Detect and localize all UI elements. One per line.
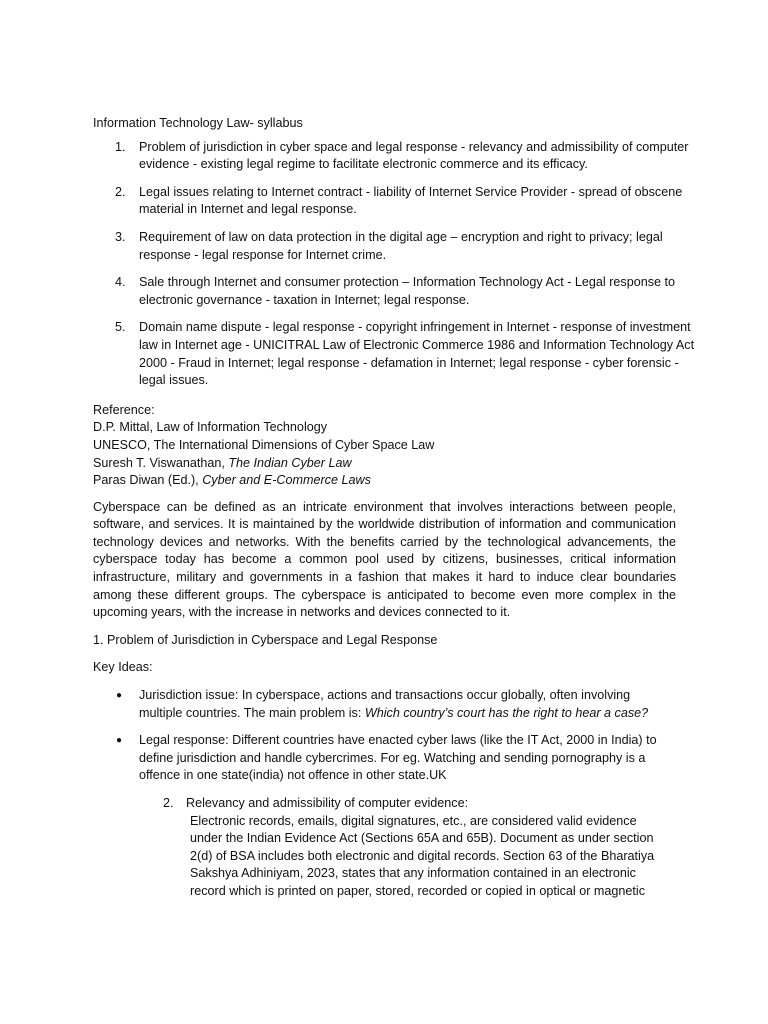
subsection-number: 2. bbox=[163, 796, 174, 810]
reference-label: Reference: bbox=[93, 402, 155, 417]
syllabus-item bbox=[93, 274, 699, 309]
key-idea-item bbox=[93, 687, 669, 722]
syllabus-item bbox=[93, 184, 699, 219]
section-heading: 1. Problem of Jurisdiction in Cyberspace and Legal Response bbox=[93, 632, 438, 647]
key-idea-item bbox=[93, 732, 669, 785]
reference-title: The Indian Cyber Law bbox=[228, 455, 352, 470]
subsection-evidence bbox=[93, 795, 666, 901]
syllabus-item bbox=[93, 229, 699, 264]
item-number: 2. bbox=[115, 184, 126, 199]
item-text: Domain name dispute - legal response - copyright infringement in Internet - response of investment law in Internet age - UNICITRAL Law of Electronic Commerce 1986 and Information Technology Act 2000 - Fraud in Internet; legal response - defamation in Internet; legal response - cyber forensic - legal issues. bbox=[139, 320, 695, 388]
syllabus-item bbox=[93, 319, 699, 389]
key-idea-emphasis: Which country’s court has the right to hear a case? bbox=[364, 705, 649, 720]
page-title: Information Technology Law- syllabus bbox=[93, 116, 303, 130]
key-idea-text: Jurisdiction issue: In cyberspace, actions and transactions occur globally, often involving multiple countries. The main problem is: bbox=[139, 688, 631, 720]
bullet-icon: ● bbox=[116, 690, 123, 702]
reference-title: Cyber and E-Commerce Laws bbox=[202, 473, 371, 488]
bullet-icon: ● bbox=[116, 735, 123, 747]
item-text: Problem of jurisdiction in cyber space and legal response - relevancy and admissibility of computer evidence - existing legal regime to facilitate electronic commerce and its efficacy. bbox=[139, 139, 689, 172]
key-ideas-label: Key Ideas: bbox=[93, 660, 153, 675]
item-text: Legal issues relating to Internet contract - liability of Internet Service Provider - spread of obscene material in Internet and legal response. bbox=[139, 184, 683, 217]
reference-block bbox=[93, 402, 676, 490]
key-ideas-list bbox=[93, 687, 676, 785]
item-text: Sale through Internet and consumer protection – Information Technology Act - Legal response to electronic governance - taxation in Internet; legal response. bbox=[139, 275, 676, 307]
subsection-heading: Relevancy and admissibility of computer evidence: bbox=[186, 796, 469, 810]
reference-entry: UNESCO, The International Dimensions of Cyber Space Law bbox=[93, 437, 435, 452]
reference-entry bbox=[93, 472, 676, 490]
syllabus-list bbox=[93, 139, 695, 390]
subsection-body: Electronic records, emails, digital signatures, etc., are considered valid evidence under the Indian Evidence Act (Sections 65A and 65B). Document as under section 2(d) of BSA includes both electronic and digital records. Section 63 of the Bharatiya Sakshya Adhiniyam, 2023, states that any information contained in an electronic record which is printed on paper, stored, recorded or copied in optical or magnetic bbox=[190, 813, 655, 898]
reference-author: Suresh T. Viswanathan, bbox=[93, 455, 229, 470]
item-number: 3. bbox=[115, 229, 126, 244]
reference-entry: D.P. Mittal, Law of Information Technology bbox=[93, 420, 328, 435]
item-number: 5. bbox=[115, 320, 126, 335]
syllabus-item bbox=[93, 139, 699, 174]
intro-paragraph: Cyberspace can be defined as an intricate environment that involves interactions between people, software, and services. It is maintained by the worldwide distribution of information and communication technology devices and networks. With the benefits carried by the technological advancements, the cyberspace today has become a common pool used by citizens, businesses, critical information infrastructure, military and governments in a fashion that makes it hard to induce clear boundaries among these different groups. The cyberspace is anticipated to become even more complex in the upcoming years, with the increase in networks and devices connected to it. bbox=[93, 499, 676, 620]
item-number: 4. bbox=[115, 275, 126, 290]
key-idea-text: Legal response: Different countries have enacted cyber laws (like the IT Act, 2000 in India) to define jurisdiction and handle cybercrimes. For eg. Watching and sending pornography is a offence in one state(india) not offence in other state.UK bbox=[139, 733, 657, 783]
reference-entry bbox=[93, 455, 676, 473]
item-number: 1. bbox=[115, 139, 126, 154]
item-text: Requirement of law on data protection in the digital age – encryption and right to privacy; legal response - legal response for Internet crime. bbox=[139, 229, 663, 262]
reference-author: Paras Diwan (Ed.), bbox=[93, 473, 203, 488]
